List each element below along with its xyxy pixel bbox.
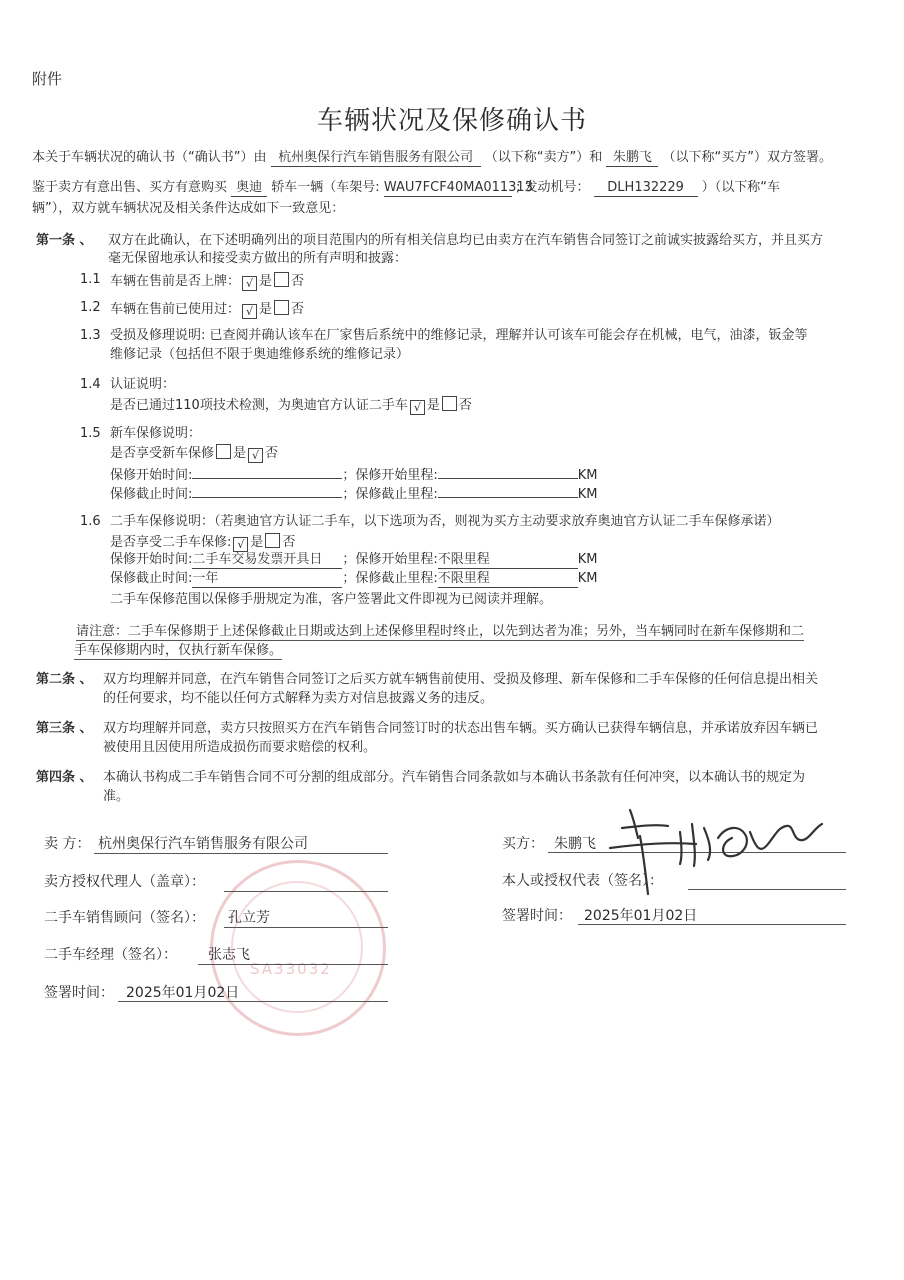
new-warranty-no-checkbox[interactable]: √ <box>248 448 263 463</box>
buyer-handwritten-signature <box>600 798 840 898</box>
buyer-rep-label: 本人或授权代表（签名）： <box>502 873 663 889</box>
item-1-1-number: 1.1 <box>80 272 101 287</box>
plated-yes-checkbox[interactable]: √ <box>242 276 257 291</box>
seller-underline <box>94 853 388 854</box>
consultant-underline[interactable] <box>224 927 388 928</box>
uc-warranty-end-km-field[interactable]: 不限里程 <box>438 571 578 588</box>
manager-label: 二手车经理（签名）： <box>44 947 177 963</box>
article-3-line-1: 双方均理解并同意，卖方只按照买方在汽车销售合同签订时的状态出售车辆。买方确认已获得车辆信息，并承诺放弃因车辆已 <box>103 721 819 736</box>
article-3-line-2: 被使用且因使用所造成损伤而要求赔偿的权利。 <box>103 740 377 755</box>
item-1-1: 车辆在售前是否上牌： √ 是 否 <box>110 274 305 290</box>
new-warranty-end-time-field[interactable] <box>192 482 342 498</box>
vin-field: WAU7FCF40MA011313 <box>383 180 533 195</box>
uc-warranty-yes-checkbox[interactable]: √ <box>233 537 248 552</box>
plated-no-checkbox[interactable] <box>274 272 289 287</box>
seller-agent-label: 卖方授权代理人（盖章）： <box>44 874 205 890</box>
buyer-date-underline[interactable] <box>578 924 846 925</box>
item-1-4-text-2: 是否已通过110项技术检测，为奥迪官方认证二手车 √ 是 否 <box>110 398 472 414</box>
buyer-date-value: 2025年01月02日 <box>584 908 698 924</box>
used-no-checkbox[interactable] <box>274 300 289 315</box>
item-1-6-number: 1.6 <box>80 514 101 529</box>
consultant-value: 孔立芳 <box>228 910 270 926</box>
article-2-line-2: 的任何要求，均不能以任何方式解释为卖方对信息披露义务的违反。 <box>103 691 494 706</box>
consultant-label: 二手车销售顾问（签名）： <box>44 910 205 926</box>
article-4-line-1: 本确认书构成二手车销售合同不可分割的组成部分。汽车销售合同条款如与本确认书条款有任何冲突，以本确认书的规定为 <box>103 770 806 785</box>
item-1-5-number: 1.5 <box>80 426 101 441</box>
attachment-label: 附件 <box>32 70 63 88</box>
certified-yes-checkbox[interactable]: √ <box>410 400 425 415</box>
seller-name-field: 杭州奥保行汽车销售服务有限公司 <box>271 150 481 167</box>
new-warranty-end-row: 保修截止时间: ；保修截止里程: KM <box>110 482 598 503</box>
seller-date-underline[interactable] <box>118 1001 388 1002</box>
note-line-2: 手车保修期内时，仅执行新车保修。 <box>74 643 283 658</box>
item-1-3-text-1: 受损及修理说明: 已查阅并确认该车在厂家售后系统中的维修记录，理解并认可该车可能会存在机械，电气，油漆，钣金等 <box>110 328 808 343</box>
seal-code: SA33032 <box>250 960 332 978</box>
article-4-line-2: 准。 <box>103 789 130 804</box>
item-1-2: 车辆在售前已使用过： √ 是 否 <box>110 302 305 318</box>
article-3-label: 第三条 、 <box>36 721 93 736</box>
article-1-label: 第一条 、 <box>36 233 93 248</box>
manager-value: 张志飞 <box>208 947 250 963</box>
uc-warranty-no-checkbox[interactable] <box>265 533 280 548</box>
seller-agent-underline[interactable] <box>224 891 388 892</box>
certified-no-checkbox[interactable] <box>442 396 457 411</box>
new-warranty-start-row: 保修开始时间: ；保修开始里程: KM <box>110 463 598 484</box>
uc-warranty-start-row: 保修开始时间:二手车交易发票开具日 ；保修开始里程:不限里程 KM <box>110 552 598 567</box>
item-1-4-number: 1.4 <box>80 377 101 392</box>
seller-date-value: 2025年01月02日 <box>126 985 240 1001</box>
document-title: 车辆状况及保修确认书 <box>316 106 587 136</box>
item-1-5-text-2: 是否享受新车保修 是 √ 否 <box>110 446 279 462</box>
intro-line-2: 鉴于卖方有意出售、买方有意购买 奥迪 轿车一辆（车架号: WAU7FCF40MA011313 ; 发动机号： DLH132229 ）（以下称“车 <box>32 180 781 195</box>
item-1-6-text-1: 二手车保修说明：（若奥迪官方认证二手车，以下选项为否，则视为买方主动要求放弃奥迪官方认证二手车保修承诺） <box>110 514 780 529</box>
engine-number-field: DLH132229 <box>594 180 698 197</box>
buyer-label: 买方： <box>502 836 544 852</box>
new-warranty-start-km-field[interactable] <box>438 463 578 479</box>
new-warranty-end-km-field[interactable] <box>438 482 578 498</box>
uc-warranty-scope: 二手车保修范围以保修手册规定为准，客户签署此文件即视为已阅读并理解。 <box>110 592 553 607</box>
seller-value: 杭州奥保行汽车销售服务有限公司 <box>98 836 308 852</box>
article-2-label: 第二条 、 <box>36 672 93 687</box>
seller-date-label: 签署时间： <box>44 985 114 1001</box>
item-1-6-text-2: 是否享受二手车保修: √ 是 否 <box>110 535 296 551</box>
new-warranty-yes-checkbox[interactable] <box>216 444 231 459</box>
uc-warranty-end-time-field[interactable]: 一年 <box>192 571 342 588</box>
new-warranty-start-time-field[interactable] <box>192 463 342 479</box>
item-1-5-text-1: 新车保修说明： <box>110 426 202 441</box>
note-line-1: 请注意：二手车保修期于上述保修截止日期或达到上述保修里程时终止，以先到达者为准；另外，当车辆同时在新车保修期和二 <box>76 624 805 639</box>
uc-warranty-start-km-field[interactable]: 不限里程 <box>438 552 578 569</box>
buyer-date-label: 签署时间： <box>502 908 572 924</box>
article-1-text-1: 双方在此确认，在下述明确列出的项目范围内的所有相关信息均已由卖方在汽车销售合同签订之前诚实披露给买方，并且买方 <box>108 233 824 248</box>
brand-field: 奥迪 <box>231 180 267 197</box>
seller-label: 卖 方： <box>44 836 91 852</box>
item-1-4-text-1: 认证说明： <box>110 377 176 392</box>
buyer-value: 朱鹏飞 <box>554 836 596 852</box>
item-1-3-number: 1.3 <box>80 328 101 343</box>
item-1-3-text-2: 维修记录（包括但不限于奥迪维修系统的维修记录） <box>110 347 410 362</box>
uc-warranty-end-row: 保修截止时间:一年 ；保修截止里程:不限里程 KM <box>110 571 598 586</box>
article-1-text-2: 毫无保留地承认和接受卖方做出的所有声明和披露： <box>108 251 408 266</box>
used-yes-checkbox[interactable]: √ <box>242 304 257 319</box>
item-1-2-number: 1.2 <box>80 300 101 315</box>
manager-underline[interactable] <box>198 964 388 965</box>
buyer-name-field: 朱鹏飞 <box>606 150 658 167</box>
article-4-label: 第四条 、 <box>36 770 93 785</box>
uc-warranty-start-time-field[interactable]: 二手车交易发票开具日 <box>192 552 342 569</box>
article-2-line-1: 双方均理解并同意，在汽车销售合同签订之后买方就车辆售前使用、受损及修理、新车保修和二手车保修的任何信息提出相关 <box>103 672 819 687</box>
intro-line-1: 本关于车辆状况的确认书（“确认书”）由 杭州奥保行汽车销售服务有限公司 （以下称“卖方”）和 朱鹏飞 （以下称“买方”）双方签署。 <box>32 150 833 165</box>
intro-line-3: 辆”），双方就车辆状况及相关条件达成如下一致意见： <box>32 201 345 216</box>
